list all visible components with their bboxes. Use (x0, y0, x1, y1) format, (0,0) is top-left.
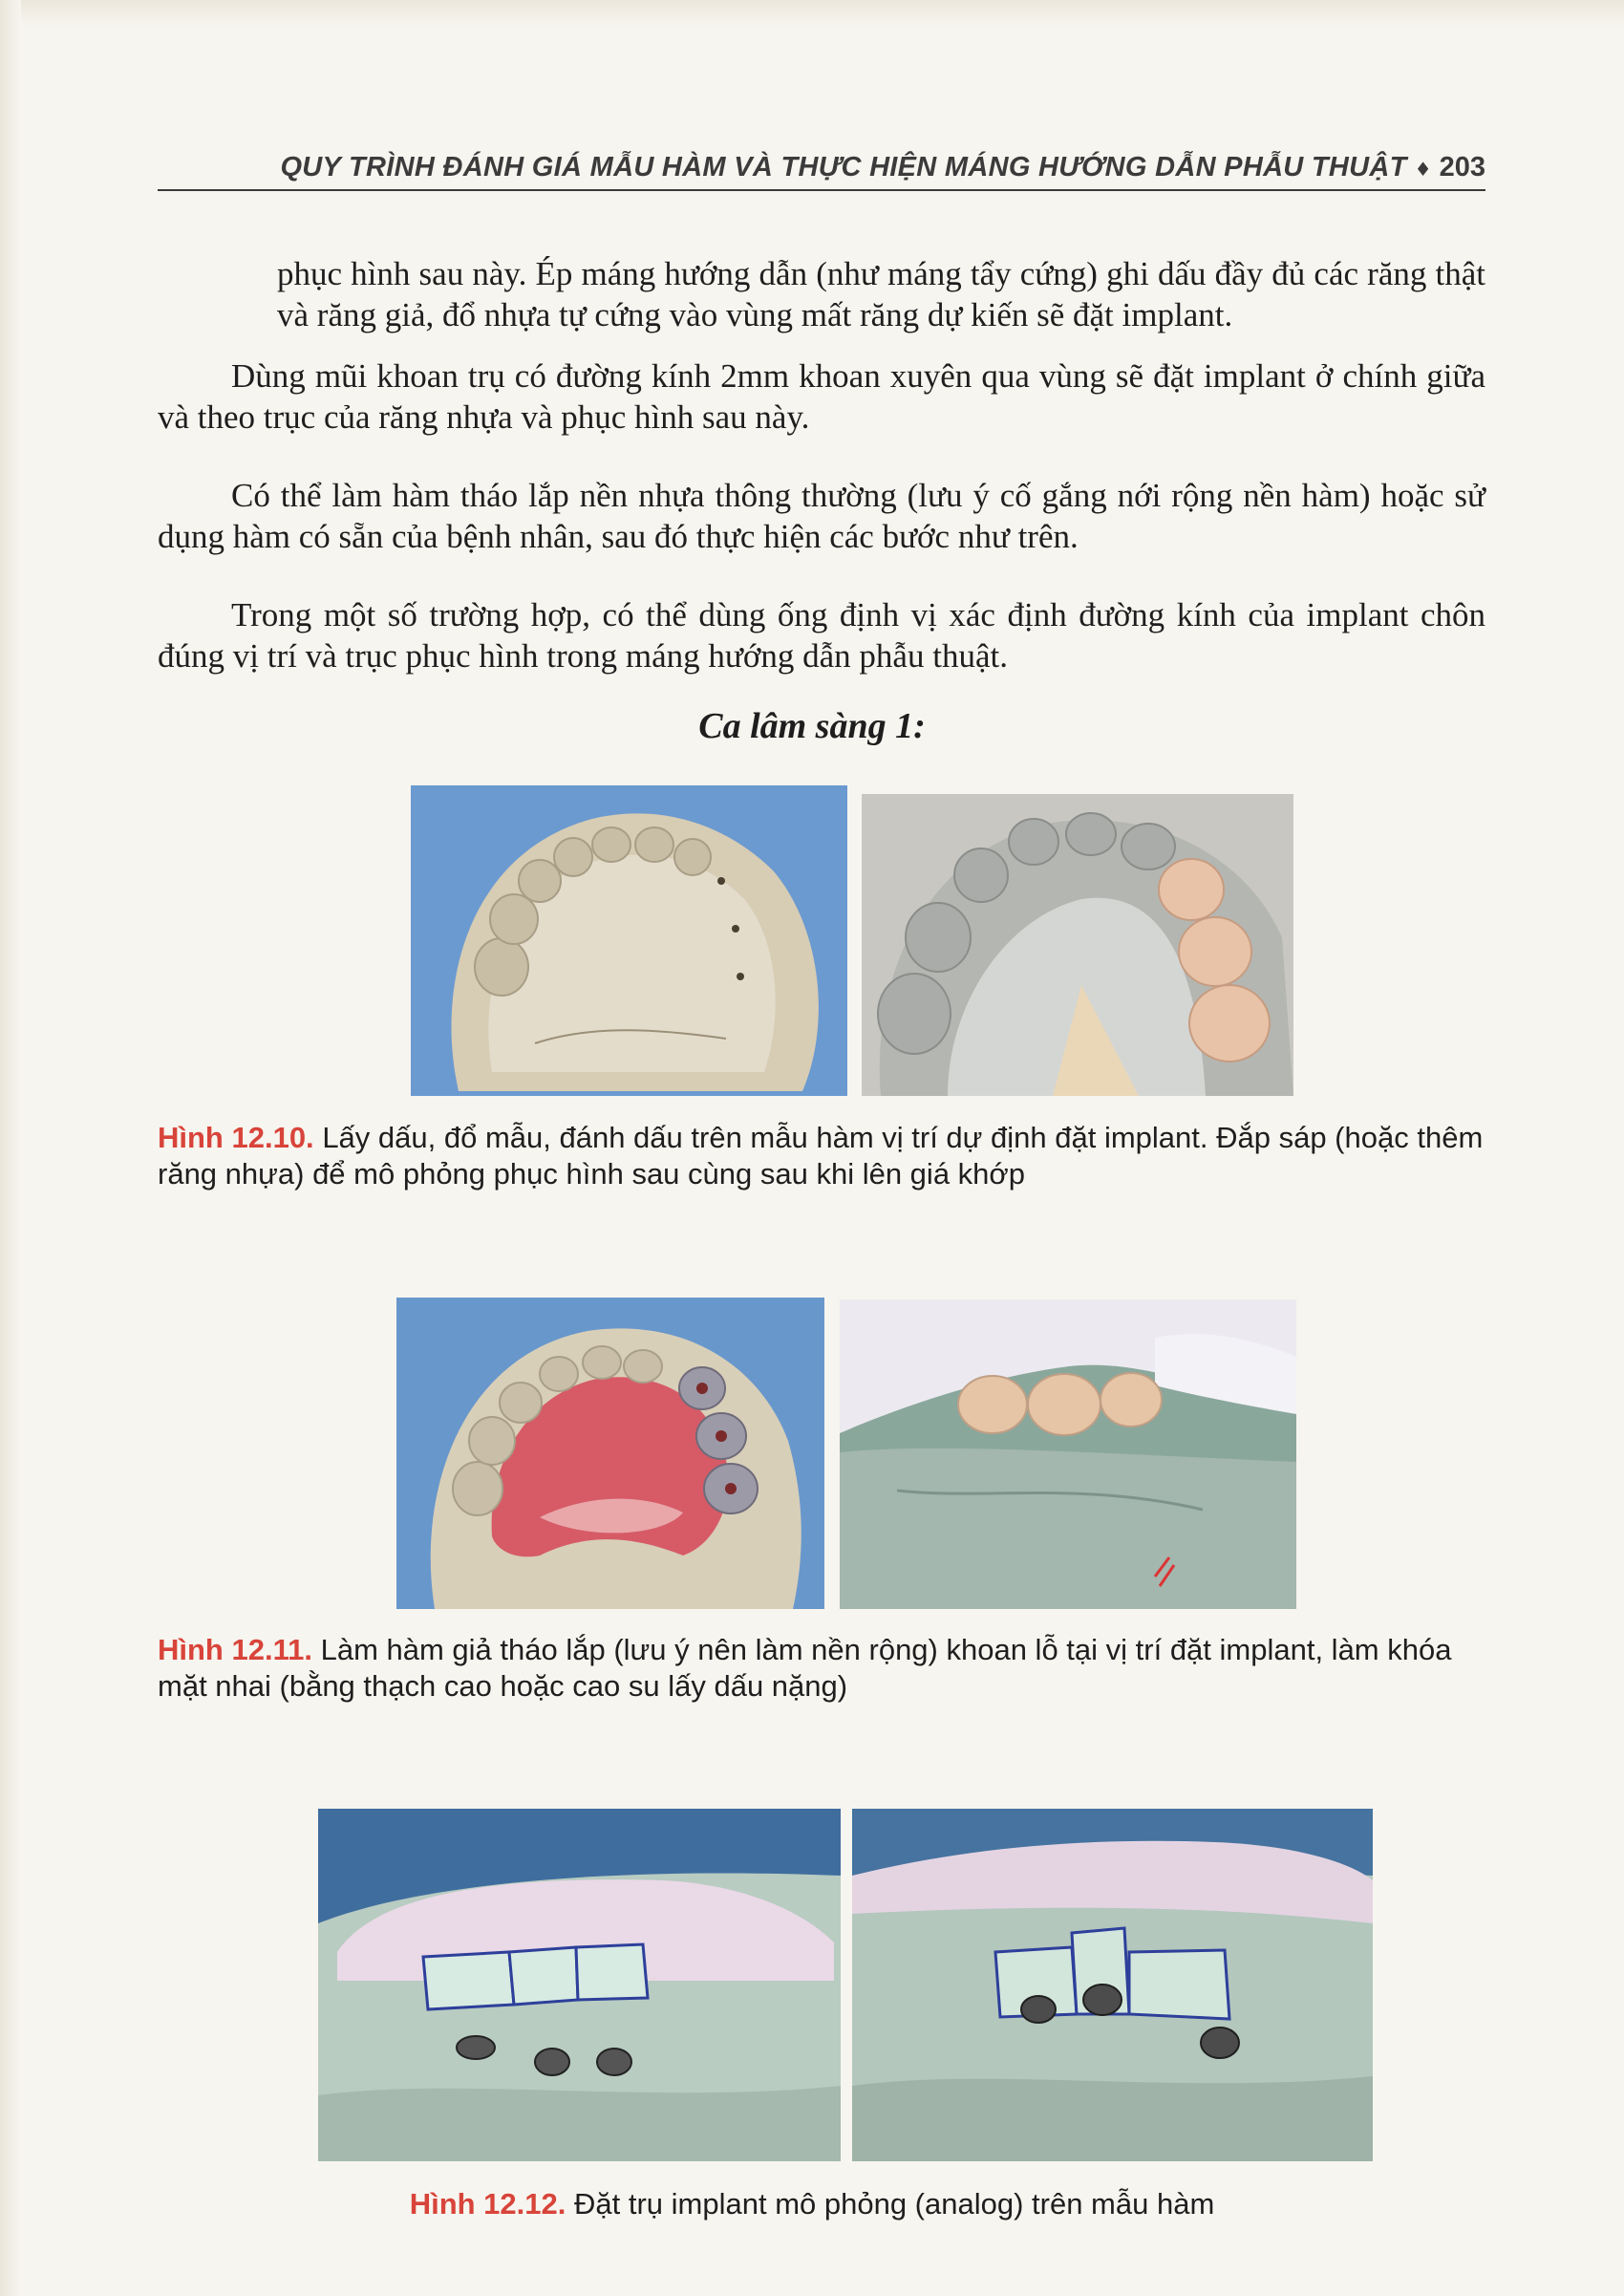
case-title: Ca lâm sàng 1: (698, 706, 926, 746)
figure-caption: Đặt trụ implant mô phỏng (analog) trên mẫu hàm (574, 2187, 1215, 2221)
photo-wax-teeth (862, 794, 1293, 1096)
photo-denture-base (396, 1298, 824, 1609)
figure-number: Hình 12.11. (158, 1633, 312, 1666)
scan-edge-left (0, 0, 21, 2296)
figure-caption: Lấy dấu, đổ mẫu, đánh dấu trên mẫu hàm vị trí dự định đặt implant. Đắp sáp (hoặc thêm răng nhựa) để mô phỏng phục hình sau cùng sau khi lên giá khớp (158, 1121, 1484, 1191)
photo-occlusal-key (840, 1299, 1296, 1609)
photo-analog-right (852, 1809, 1373, 2161)
photo-analog-left (318, 1809, 841, 2161)
paragraph-3: Có thể làm hàm tháo lắp nền nhựa thông thường (lưu ý cố gắng nới rộng nền hàm) hoặc sử dụng hàm có sẵn của bệnh nhân, sau đó thực hiện các bước như trên. (158, 477, 1485, 555)
caption-fig-12-11 (158, 1632, 1485, 1705)
paragraph-2: Dùng mũi khoan trụ có đường kính 2mm khoan xuyên qua vùng sẽ đặt implant ở chính giữa và theo trục của răng nhựa và phục hình sau này. (158, 357, 1485, 436)
page-number: 203 (1439, 152, 1485, 182)
figure-number: Hình 12.10. (158, 1121, 314, 1154)
photo-upper-model (411, 785, 847, 1096)
paragraph-4: Trong một số trường hợp, có thể dùng ống định vị xác định đường kính của implant chôn đúng vị trí và trục phục hình trong máng hướng dẫn phẫu thuật. (158, 596, 1485, 675)
caption-fig-12-10 (158, 1120, 1485, 1192)
diamond-icon: ♦ (1414, 158, 1432, 181)
caption-fig-12-12 (0, 2186, 1624, 2222)
paragraph-1: phục hình sau này. Ép máng hướng dẫn (như máng tẩy cứng) ghi dấu đầy đủ các răng thật và răng giả, đổ nhựa tự cứng vào vùng mất răng dự kiến sẽ đặt implant. (277, 255, 1485, 333)
scan-edge-top (0, 0, 1624, 27)
figure-number: Hình 12.12. (409, 2187, 566, 2221)
figure-caption: Làm hàm giả tháo lắp (lưu ý nên làm nền rộng) khoan lỗ tại vị trí đặt implant, làm khóa mặt nhai (bằng thạch cao hoặc cao su lấy dấu nặng) (158, 1633, 1452, 1703)
header-title: QUY TRÌNH ĐÁNH GIÁ MẪU HÀM VÀ THỰC HIỆN MÁNG HƯỚNG DẪN PHẪU THUẬT (280, 152, 1407, 182)
running-header (158, 143, 1485, 191)
